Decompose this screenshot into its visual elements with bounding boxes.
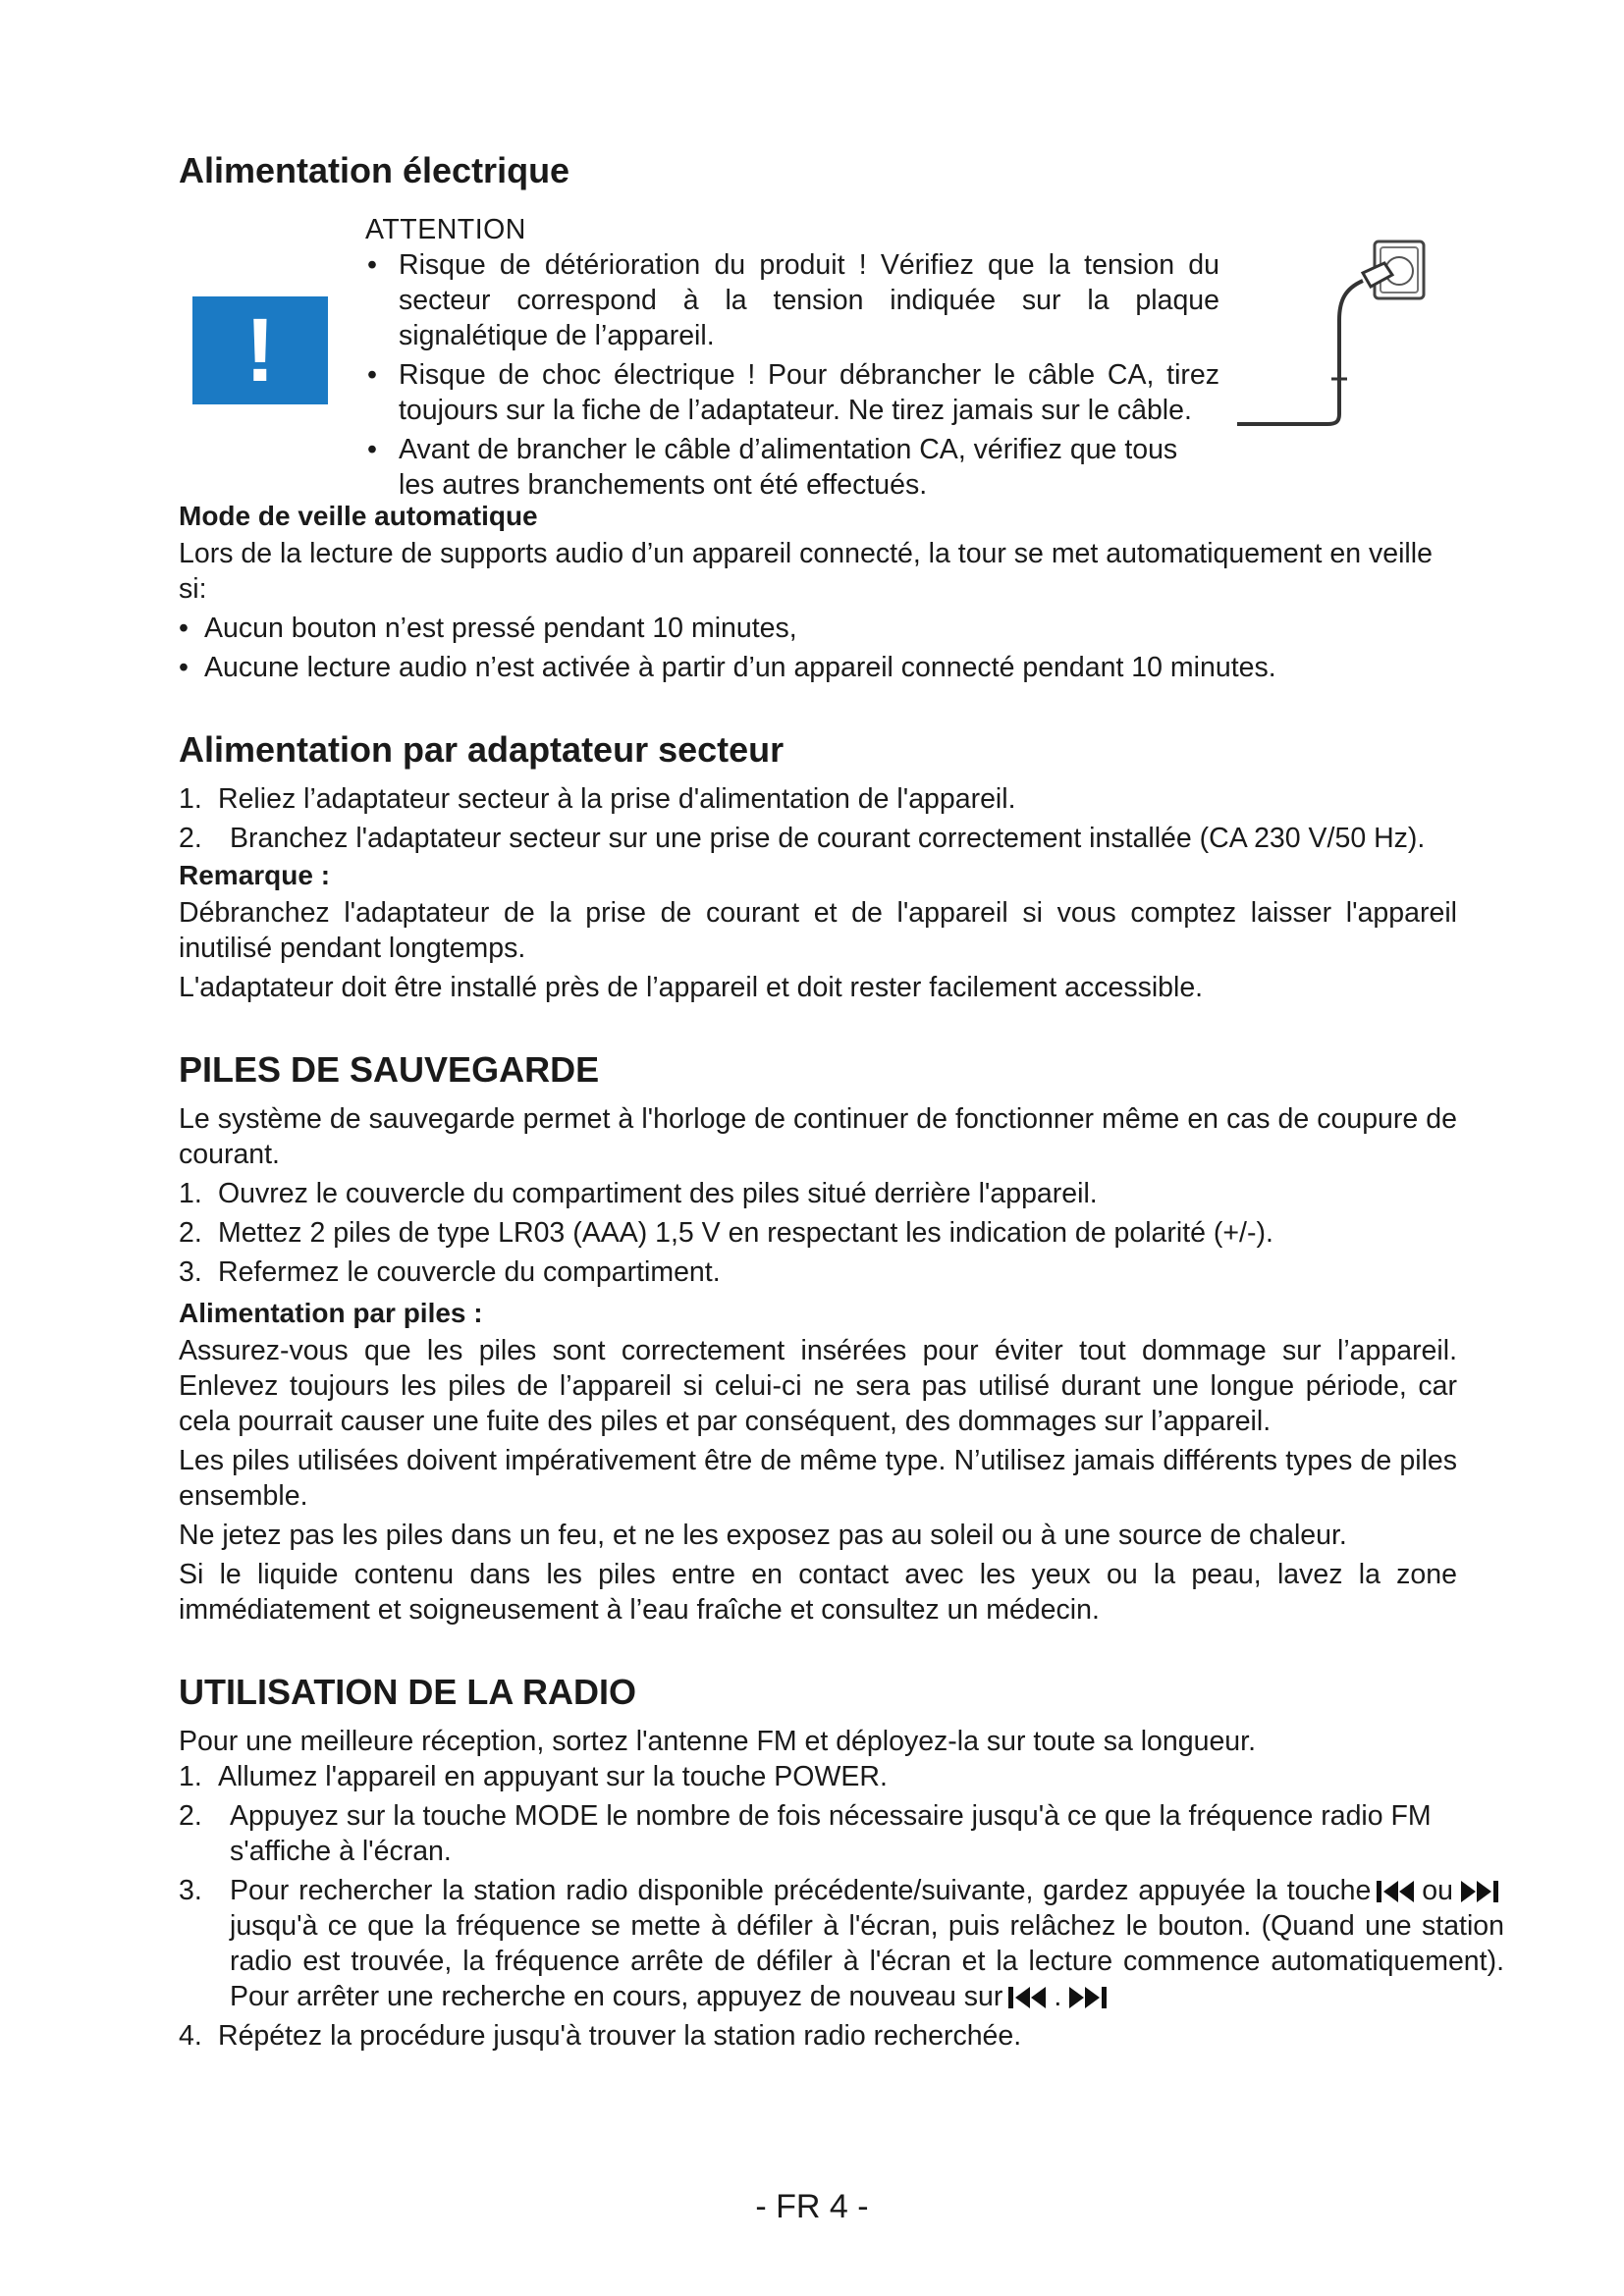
attention-label: ATTENTION — [365, 214, 526, 245]
radio-intro: Pour une meilleure réception, sortez l'antenne FM et déployez-la sur toute sa longueur. — [179, 1726, 1256, 1757]
attention-item: • Risque de choc électrique ! Pour débrancher le câble CA, tirez toujours sur la fiche de l’adaptateur. Ne tirez jamais sur le câble. — [367, 359, 1219, 426]
attention-text — [365, 212, 1219, 503]
section-title-backup: PILES DE SAUVEGARDE — [179, 1049, 600, 1090]
list-item: • Aucun bouton n’est pressé pendant 10 minutes, — [179, 613, 797, 644]
standby-intro: Lors de la lecture de supports audio d’un appareil connecté, la tour se met automatiquement en veille si: — [179, 538, 1433, 605]
standby-heading: Mode de veille automatique — [179, 501, 538, 531]
battery-paragraph: Ne jetez pas les piles dans un feu, et ne les exposez pas au soleil ou à une source de chaleur. — [179, 1520, 1347, 1551]
power-plug-icon — [1237, 232, 1434, 428]
standby-list — [179, 611, 1457, 685]
list-item: 1. Reliez l’adaptateur secteur à la prise d'alimentation de l'appareil. — [179, 783, 1016, 815]
radio-steps — [179, 1759, 1504, 2054]
attention-list — [365, 247, 1219, 503]
battery-paragraph: Assurez-vous que les piles sont correctement insérées pour éviter tout dommage sur l’appareil. Enlevez toujours les piles de l’appareil si celui-ci ne sera pas utilisé durant une longue période, car cela pourrait causer une fuite des piles et par conséquent, des dommages sur l’appareil. — [179, 1335, 1457, 1437]
note-paragraph: L'adaptateur doit être installé près de l’appareil et doit rester facilement accessible. — [179, 972, 1204, 1003]
warning-icon: ! — [192, 296, 328, 404]
skip-next-icon — [1065, 1985, 1109, 2010]
page-content — [179, 147, 1504, 2054]
skip-previous-icon — [1375, 1879, 1418, 1904]
list-item: 2. Appuyez sur la touche MODE le nombre de fois nécessaire jusqu'à ce que la fréquence radio FM s'affiche à l'écran. — [179, 1800, 1432, 1867]
attention-item: • Risque de détérioration du produit ! Vérifiez que la tension du secteur correspond à la tension indiquée sur la plaque signalétique de l’appareil. — [367, 249, 1219, 351]
attention-item: • Avant de brancher le câble d’alimentation CA, vérifiez que tous les autres branchements ont été effectués. — [367, 434, 1178, 501]
skip-next-icon — [1457, 1879, 1500, 1904]
backup-intro: Le système de sauvegarde permet à l'horloge de continuer de fonctionner même en cas de coupure de courant. — [179, 1103, 1457, 1170]
battery-paragraph: Si le liquide contenu dans les piles entre en contact avec les yeux ou la peau, lavez la zone immédiatement et soigneusement à l’eau fraîche et consultez un médecin. — [179, 1559, 1457, 1626]
adapter-steps — [179, 781, 1457, 856]
list-item: • Aucune lecture audio n’est activée à partir d’un appareil connecté pendant 10 minutes. — [179, 652, 1276, 683]
note-heading: Remarque : — [179, 860, 331, 890]
backup-steps — [179, 1176, 1457, 1290]
page-number: - FR 4 - — [755, 2188, 869, 2225]
list-item: 2. Mettez 2 piles de type LR03 (AAA) 1,5 V en respectant les indication de polarité (+/-). — [179, 1217, 1273, 1249]
note-paragraph: Débranchez l'adaptateur de la prise de courant et de l'appareil si vous comptez laisser l'appareil inutilisé pendant longtemps. — [179, 897, 1457, 964]
battery-heading: Alimentation par piles : — [179, 1298, 483, 1328]
section-title-radio: UTILISATION DE LA RADIO — [179, 1672, 636, 1712]
section-title-power: Alimentation électrique — [179, 150, 570, 190]
list-item: 3. Pour rechercher la station radio disponible précédente/suivante, gardez appuyée la touche oujusqu'à ce que la fréquence se mette à défiler à l'écran, puis relâchez le bouton. (Quand une station radio est trouvée, la fréquence arrête de défiler à l'écran et la lecture commence automatiquement). Pour arrêter une recherche en cours, appuyez de nouveau sur . — [179, 1875, 1504, 2012]
list-item: 4. Répétez la procédure jusqu'à trouver la station radio recherchée. — [179, 2020, 1022, 2052]
attention-block — [179, 212, 1457, 501]
list-item: 1. Ouvrez le couvercle du compartiment des piles situé derrière l'appareil. — [179, 1178, 1098, 1209]
list-item: 2. Branchez l'adaptateur secteur sur une prise de courant correctement installée (CA 230 V/50 Hz). — [179, 823, 1426, 854]
list-item: 1. Allumez l'appareil en appuyant sur la touche POWER. — [179, 1761, 888, 1792]
section-title-adapter: Alimentation par adaptateur secteur — [179, 729, 785, 770]
battery-paragraph: Les piles utilisées doivent impérativement être de même type. N’utilisez jamais différents types de piles ensemble. — [179, 1445, 1457, 1512]
list-item: 3. Refermez le couvercle du compartiment. — [179, 1256, 721, 1288]
skip-previous-icon — [1006, 1985, 1050, 2010]
